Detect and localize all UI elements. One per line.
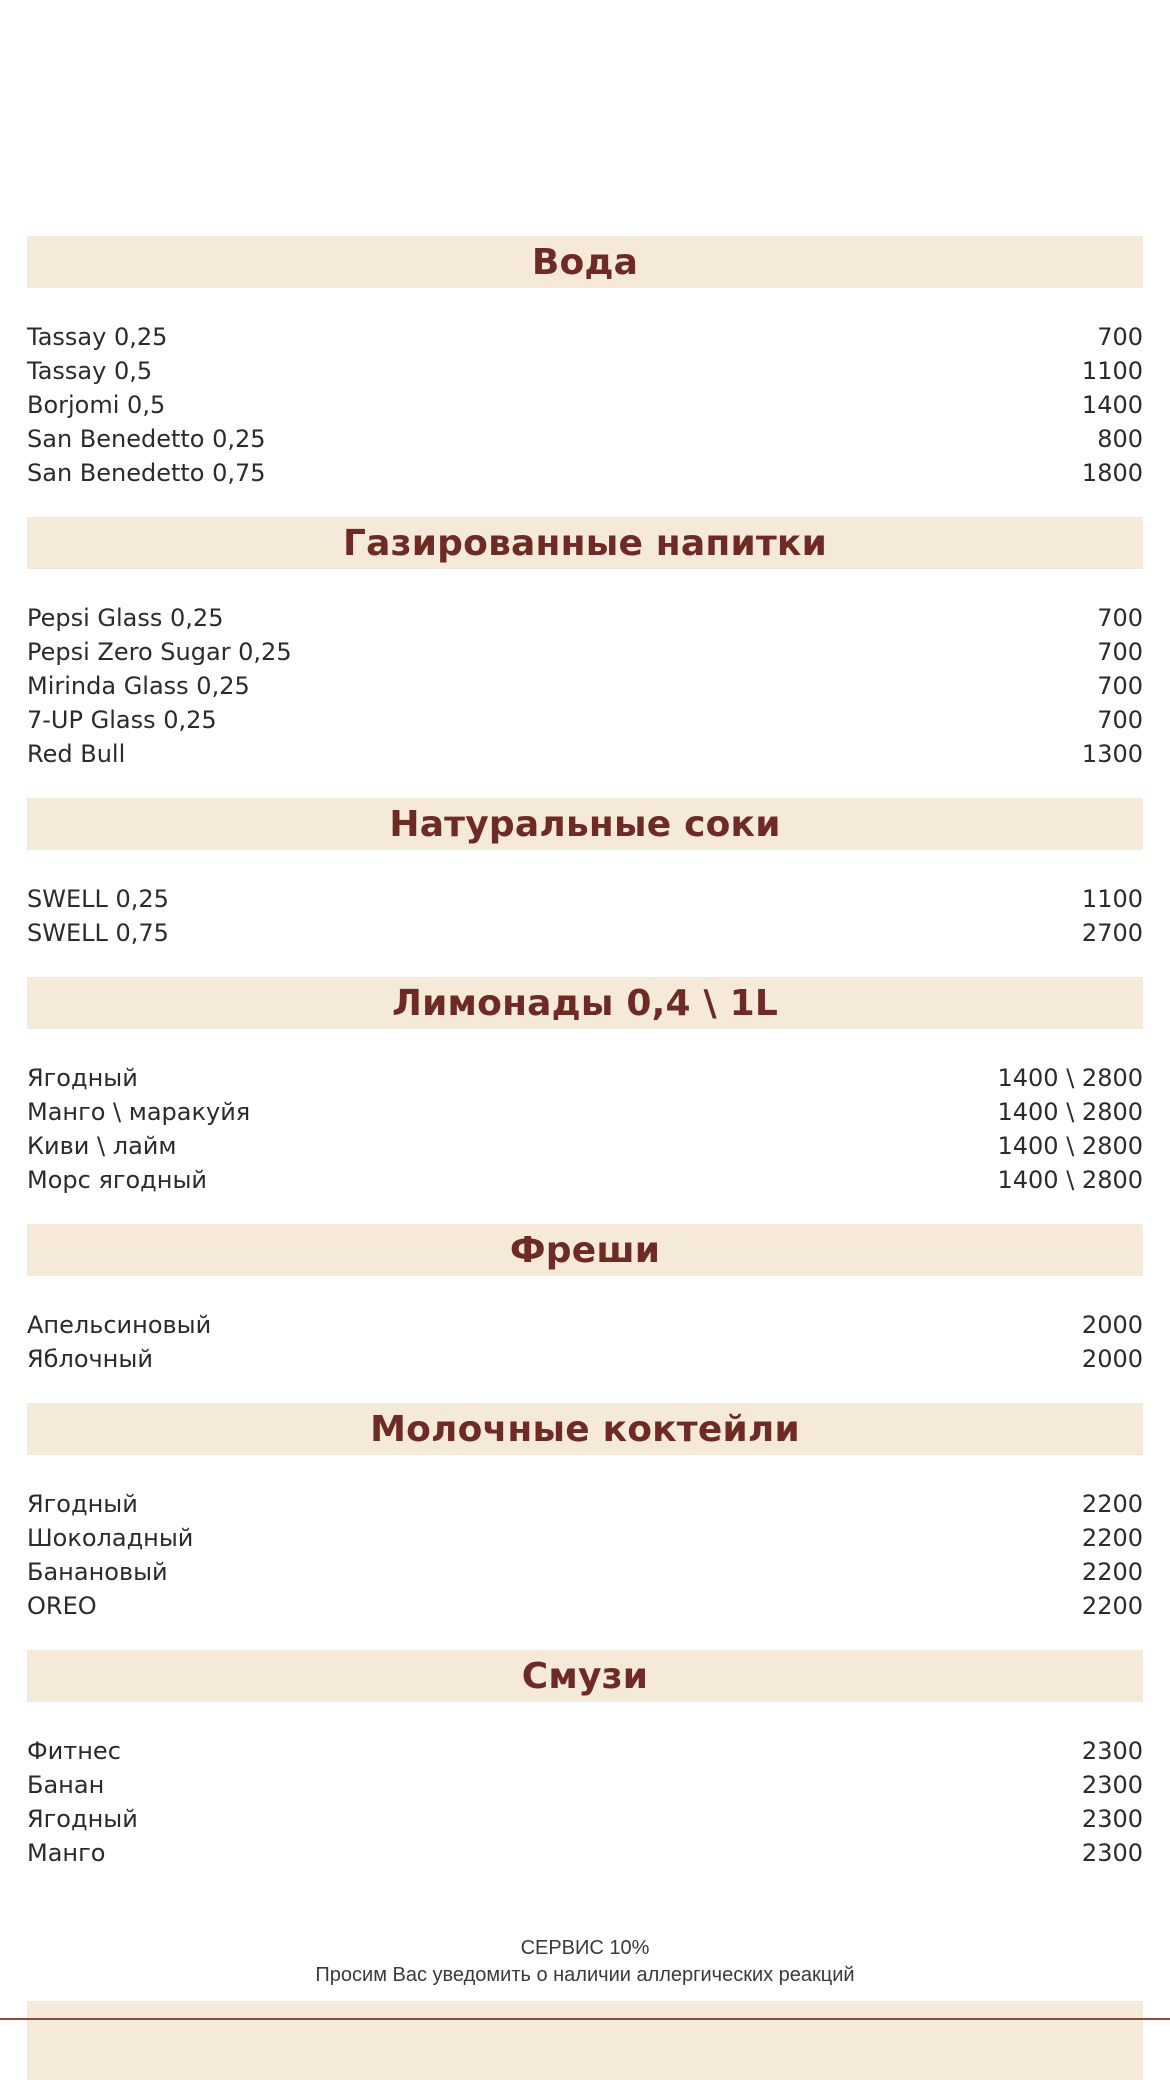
menu-footer [0,1935,1170,1989]
menu-item-name: Ягодный [27,1490,138,1518]
menu-item [27,1487,1143,1521]
menu-item [27,1836,1143,1870]
menu-item-name: San Benedetto 0,25 [27,425,266,453]
menu-item-price: 700 [1097,323,1143,351]
menu-item-price: 2700 [1081,919,1143,947]
menu-section [27,236,1143,513]
menu-section [27,977,1143,1220]
section-title: Лимонады 0,4 \ 1L [392,982,778,1024]
menu-item-price: 1400 \ 2800 [997,1166,1143,1194]
menu-section [27,1403,1143,1646]
menu-item-price: 2200 [1081,1490,1143,1518]
menu-item [27,1129,1143,1163]
section-title: Натуральные соки [389,803,781,845]
menu-item [27,1308,1143,1342]
menu-item [27,669,1143,703]
menu-item-price: 1100 [1081,357,1143,385]
section-title: Молочные коктейли [370,1408,800,1450]
menu-item [27,1163,1143,1197]
bottom-divider-line [0,2018,1170,2020]
menu-item [27,354,1143,388]
menu-item-price: 700 [1097,638,1143,666]
menu-item-name: 7-UP Glass 0,25 [27,706,217,734]
menu-item-name: Tassay 0,25 [27,323,168,351]
menu-item [27,1768,1143,1802]
menu-item-price: 2300 [1081,1771,1143,1799]
menu-item-name: Шоколадный [27,1524,194,1552]
menu-item [27,1802,1143,1836]
section-items [27,1702,1143,1893]
section-header [27,1224,1143,1276]
menu-item [27,320,1143,354]
section-header [27,1650,1143,1702]
section-title: Вода [531,241,639,283]
menu-section [27,798,1143,973]
menu-item-price: 1400 \ 2800 [997,1064,1143,1092]
menu-item-name: Borjomi 0,5 [27,391,166,419]
menu-item-name: Pepsi Glass 0,25 [27,604,224,632]
menu-item-price: 800 [1097,425,1143,453]
menu-item-name: Манго [27,1839,106,1867]
menu-item-price: 1100 [1081,885,1143,913]
menu-item-price: 2300 [1081,1805,1143,1833]
section-header [27,236,1143,288]
menu-item-name: Яблочный [27,1345,153,1373]
section-title: Газированные напитки [343,522,827,564]
menu-item-name: Mirinda Glass 0,25 [27,672,250,700]
menu-item [27,703,1143,737]
menu-item-name: SWELL 0,25 [27,885,169,913]
menu-item [27,737,1143,771]
allergy-note: Просим Вас уведомить о наличии аллергических реакций [315,1964,855,1986]
menu-item-name: Red Bull [27,740,126,768]
menu-item [27,1342,1143,1376]
menu-item-name: Морс ягодный [27,1166,208,1194]
section-items [27,1276,1143,1399]
menu-item [27,601,1143,635]
section-header [27,517,1143,569]
menu-item-name: Tassay 0,5 [27,357,153,385]
menu-item-name: Манго \ маракуйя [27,1098,251,1126]
menu-item-name: Банан [27,1771,105,1799]
menu-item-price: 700 [1097,706,1143,734]
menu-item-name: SWELL 0,75 [27,919,169,947]
menu-item [27,1061,1143,1095]
section-header [27,798,1143,850]
menu-item-price: 2300 [1081,1839,1143,1867]
menu-item-price: 2300 [1081,1737,1143,1765]
menu-item-price: 700 [1097,672,1143,700]
menu-item-price: 2000 [1081,1311,1143,1339]
section-title: Смузи [521,1655,649,1697]
menu-item-name: Киви \ лайм [27,1132,177,1160]
menu-item-name: Pepsi Zero Sugar 0,25 [27,638,292,666]
menu-item-price: 700 [1097,604,1143,632]
menu-item [27,422,1143,456]
menu-item-price: 2200 [1081,1524,1143,1552]
menu-item [27,456,1143,490]
section-items [27,288,1143,513]
menu-item-name: Ягодный [27,1064,138,1092]
menu-section [27,1224,1143,1399]
section-items [27,1455,1143,1646]
menu-item-price: 2200 [1081,1558,1143,1586]
menu-item-price: 1400 \ 2800 [997,1132,1143,1160]
menu-item [27,916,1143,950]
menu-item [27,388,1143,422]
menu-item [27,1555,1143,1589]
menu-item [27,635,1143,669]
menu-section [27,1650,1143,1893]
menu-item-name: Банановый [27,1558,168,1586]
menu-item-name: OREO [27,1592,97,1620]
bottom-decorative-band [27,2001,1143,2080]
menu-item [27,1521,1143,1555]
menu-item-price: 2000 [1081,1345,1143,1373]
menu-item-price: 1300 [1081,740,1143,768]
section-title: Фреши [509,1229,661,1271]
section-items [27,569,1143,794]
menu-item-price: 2200 [1081,1592,1143,1620]
menu-item-name: Ягодный [27,1805,138,1833]
menu-item-name: Фитнес [27,1737,121,1765]
section-header [27,1403,1143,1455]
section-header [27,977,1143,1029]
menu-section [27,517,1143,794]
menu-item [27,1734,1143,1768]
menu-item-name: San Benedetto 0,75 [27,459,266,487]
service-charge-note: СЕРВИС 10% [520,1937,650,1959]
menu-item [27,1095,1143,1129]
menu-item [27,1589,1143,1623]
menu-item-name: Апельсиновый [27,1311,212,1339]
menu-item-price: 1400 \ 2800 [997,1098,1143,1126]
section-items [27,1029,1143,1220]
drinks-menu [27,236,1143,1897]
menu-item-price: 1400 [1081,391,1143,419]
menu-item-price: 1800 [1081,459,1143,487]
section-items [27,850,1143,973]
menu-item [27,882,1143,916]
